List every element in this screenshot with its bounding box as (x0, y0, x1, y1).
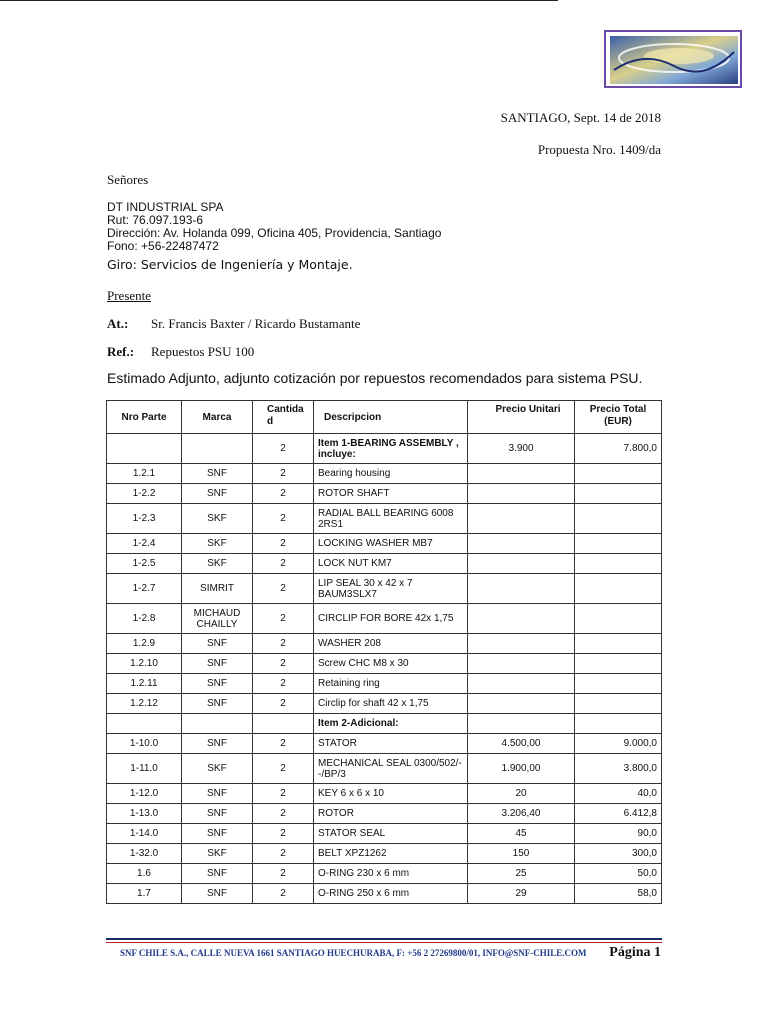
cell-desc: LOCKING WASHER MB7 (314, 534, 468, 554)
cell-desc: Bearing housing (314, 464, 468, 484)
table-row (107, 434, 662, 464)
cell-part: 1-12.0 (107, 784, 182, 804)
cell-total (575, 554, 662, 574)
cell-desc: O-RING 250 x 6 mm (314, 884, 468, 904)
cell-qty: 2 (253, 674, 314, 694)
cell-part: 1-2.2 (107, 484, 182, 504)
cell-total: 7.800,0 (575, 434, 662, 464)
cell-qty: 2 (253, 734, 314, 754)
greeting: Señores (107, 172, 149, 187)
cell-unit: 20 (468, 784, 575, 804)
cell-part: 1-32.0 (107, 844, 182, 864)
table-row (107, 554, 662, 574)
cell-desc: BELT XPZ1262 (314, 844, 468, 864)
intro-text: Estimado Adjunto, adjunto cotización por repuestos recomendados para sistema PSU. (107, 370, 643, 386)
cell-unit (468, 654, 575, 674)
cell-part: 1.2.11 (107, 674, 182, 694)
cell-total (575, 504, 662, 534)
cell-desc: ROTOR SHAFT (314, 484, 468, 504)
cell-part (107, 714, 182, 734)
header-total-label: Precio Total (EUR) (589, 404, 647, 427)
attention-value: Sr. Francis Baxter / Ricardo Bustamante (151, 316, 361, 331)
cell-part: 1-2.7 (107, 574, 182, 604)
cell-part: 1-2.4 (107, 534, 182, 554)
cell-unit (468, 534, 575, 554)
cell-desc: ROTOR (314, 804, 468, 824)
footer-page-number: Página 1 (609, 945, 661, 960)
cell-part: 1-2.3 (107, 504, 182, 534)
cell-brand: SNF (182, 484, 253, 504)
header-desc: Descripcion (314, 401, 468, 434)
recipient-giro: Giro: Servicios de Ingeniería y Montaje. (107, 257, 353, 272)
cell-qty: 2 (253, 504, 314, 534)
header-brand: Marca (182, 401, 253, 434)
table-row (107, 464, 662, 484)
cell-desc: Screw CHC M8 x 30 (314, 654, 468, 674)
cell-brand: SKF (182, 844, 253, 864)
cell-unit: 25 (468, 864, 575, 884)
cell-part: 1.7 (107, 884, 182, 904)
cell-part: 1.2.12 (107, 694, 182, 714)
cell-part: 1.6 (107, 864, 182, 884)
cell-total: 300,0 (575, 844, 662, 864)
cell-qty: 2 (253, 654, 314, 674)
cell-qty (253, 714, 314, 734)
cell-desc: Item 1-BEARING ASSEMBLY , incluye: (314, 434, 468, 464)
footer-rule-red (106, 942, 662, 943)
cell-qty: 2 (253, 754, 314, 784)
cell-unit (468, 554, 575, 574)
cell-unit (468, 504, 575, 534)
cell-part: 1.2.10 (107, 654, 182, 674)
table-body (107, 434, 662, 904)
cell-unit: 3.206,40 (468, 804, 575, 824)
cell-desc: CIRCLIP FOR BORE 42x 1,75 (314, 604, 468, 634)
cell-part: 1-14.0 (107, 824, 182, 844)
cell-unit: 45 (468, 824, 575, 844)
cell-brand: SNF (182, 804, 253, 824)
table-row (107, 604, 662, 634)
cell-desc: LIP SEAL 30 x 42 x 7 BAUM3SLX7 (314, 574, 468, 604)
cell-total: 40,0 (575, 784, 662, 804)
footer-address: SNF CHILE S.A., CALLE NUEVA 1661 SANTIAGO HUECHURABA, F: +56 2 27269800/01, INFO@SNF-CHILE.COM (120, 948, 587, 958)
cell-brand: SIMRIT (182, 574, 253, 604)
reference-value: Repuestos PSU 100 (151, 344, 255, 359)
cell-part: 1-10.0 (107, 734, 182, 754)
cell-qty: 2 (253, 534, 314, 554)
cell-brand: SNF (182, 824, 253, 844)
cell-total (575, 464, 662, 484)
cell-qty: 2 (253, 554, 314, 574)
cell-unit: 4.500,00 (468, 734, 575, 754)
cell-unit (468, 604, 575, 634)
cell-qty: 2 (253, 464, 314, 484)
cell-part: 1-2.5 (107, 554, 182, 574)
cell-part: 1-2.8 (107, 604, 182, 634)
attention-label: At.: (107, 316, 129, 331)
table-row (107, 734, 662, 754)
cell-unit (468, 484, 575, 504)
cell-brand: MICHAUD CHAILLY (182, 604, 253, 634)
cell-brand: SKF (182, 554, 253, 574)
cell-unit (468, 634, 575, 654)
cell-qty: 2 (253, 634, 314, 654)
cell-desc: STATOR SEAL (314, 824, 468, 844)
header-total (575, 401, 662, 434)
header-unit (468, 401, 575, 434)
cell-qty: 2 (253, 784, 314, 804)
cell-brand: SKF (182, 754, 253, 784)
cell-total: 58,0 (575, 884, 662, 904)
proposal-number: Propuesta Nro. 1409/da (537, 142, 661, 157)
table-row (107, 574, 662, 604)
table-row (107, 824, 662, 844)
cell-total (575, 534, 662, 554)
table-header-row (107, 401, 662, 434)
cell-desc: RADIAL BALL BEARING 6008 2RS1 (314, 504, 468, 534)
cell-total (575, 654, 662, 674)
cell-brand: SNF (182, 634, 253, 654)
recipient-company: DT INDUSTRIAL SPA (107, 200, 224, 214)
cell-desc: STATOR (314, 734, 468, 754)
cell-qty: 2 (253, 604, 314, 634)
header-qty (253, 401, 314, 434)
header-part: Nro Parte (107, 401, 182, 434)
cell-unit (468, 674, 575, 694)
cell-brand: SNF (182, 674, 253, 694)
cell-unit: 3.900 (468, 434, 575, 464)
cell-desc: WASHER 208 (314, 634, 468, 654)
cell-desc: KEY 6 x 6 x 10 (314, 784, 468, 804)
cell-unit: 1.900,00 (468, 754, 575, 784)
cell-unit (468, 574, 575, 604)
cell-qty: 2 (253, 574, 314, 604)
cell-brand: SKF (182, 504, 253, 534)
cell-total: 9.000,0 (575, 734, 662, 754)
footer-rule-blue (106, 938, 662, 940)
table-row (107, 654, 662, 674)
header-unit-label: Precio Unitari (495, 404, 561, 415)
cell-part: 1.2.1 (107, 464, 182, 484)
table-row (107, 534, 662, 554)
recipient-phone: Fono: +56-22487472 (107, 239, 219, 253)
recipient-rut: Rut: 76.097.193-6 (107, 213, 204, 227)
cell-qty: 2 (253, 844, 314, 864)
table-row (107, 634, 662, 654)
cell-brand: SNF (182, 464, 253, 484)
table-row (107, 884, 662, 904)
cell-brand: SNF (182, 734, 253, 754)
cell-total (575, 694, 662, 714)
reference-label: Ref.: (107, 344, 135, 359)
table-row (107, 804, 662, 824)
cell-qty: 2 (253, 824, 314, 844)
cell-part: 1-11.0 (107, 754, 182, 784)
table-row (107, 754, 662, 784)
table-row (107, 844, 662, 864)
cell-qty: 2 (253, 804, 314, 824)
cell-total (575, 604, 662, 634)
cell-brand: SNF (182, 864, 253, 884)
cell-brand: SNF (182, 694, 253, 714)
cell-total: 90,0 (575, 824, 662, 844)
cell-unit: 150 (468, 844, 575, 864)
cell-total (575, 484, 662, 504)
cell-brand: SNF (182, 654, 253, 674)
presente-label: Presente (107, 288, 152, 303)
cell-brand: SNF (182, 884, 253, 904)
table-row (107, 694, 662, 714)
recipient-block (107, 201, 441, 253)
top-rule (0, 0, 558, 1)
cell-total (575, 634, 662, 654)
cell-desc: MECHANICAL SEAL 0300/502/--/BP/3 (314, 754, 468, 784)
cell-desc: Item 2-Adicional: (314, 714, 468, 734)
table-row (107, 484, 662, 504)
table-row (107, 504, 662, 534)
cell-unit (468, 464, 575, 484)
cell-unit (468, 714, 575, 734)
cell-desc: Circlip for shaft 42 x 1,75 (314, 694, 468, 714)
cell-desc: O-RING 230 x 6 mm (314, 864, 468, 884)
cell-total (575, 714, 662, 734)
company-logo (604, 30, 742, 88)
table-row (107, 674, 662, 694)
header-qty-label: Cantida d (267, 404, 304, 427)
table-row (107, 864, 662, 884)
cell-brand: SNF (182, 784, 253, 804)
cell-part (107, 434, 182, 464)
cell-desc: LOCK NUT KM7 (314, 554, 468, 574)
cell-unit: 29 (468, 884, 575, 904)
recipient-address: Dirección: Av. Holanda 099, Oficina 405, Providencia, Santiago (107, 226, 442, 240)
table-row (107, 784, 662, 804)
cell-total: 6.412,8 (575, 804, 662, 824)
cell-part: 1.2.9 (107, 634, 182, 654)
cell-qty: 2 (253, 884, 314, 904)
cell-qty: 2 (253, 434, 314, 464)
cell-total: 50,0 (575, 864, 662, 884)
table-row (107, 714, 662, 734)
cell-desc: Retaining ring (314, 674, 468, 694)
cell-total (575, 674, 662, 694)
cell-total: 3.800,0 (575, 754, 662, 784)
document-date: SANTIAGO, Sept. 14 de 2018 (500, 110, 661, 125)
cell-qty: 2 (253, 864, 314, 884)
cell-brand (182, 714, 253, 734)
cell-brand: SKF (182, 534, 253, 554)
cell-unit (468, 694, 575, 714)
cell-part: 1-13.0 (107, 804, 182, 824)
cell-qty: 2 (253, 484, 314, 504)
cell-brand (182, 434, 253, 464)
quotation-table (106, 400, 662, 904)
cell-qty: 2 (253, 694, 314, 714)
cell-total (575, 574, 662, 604)
